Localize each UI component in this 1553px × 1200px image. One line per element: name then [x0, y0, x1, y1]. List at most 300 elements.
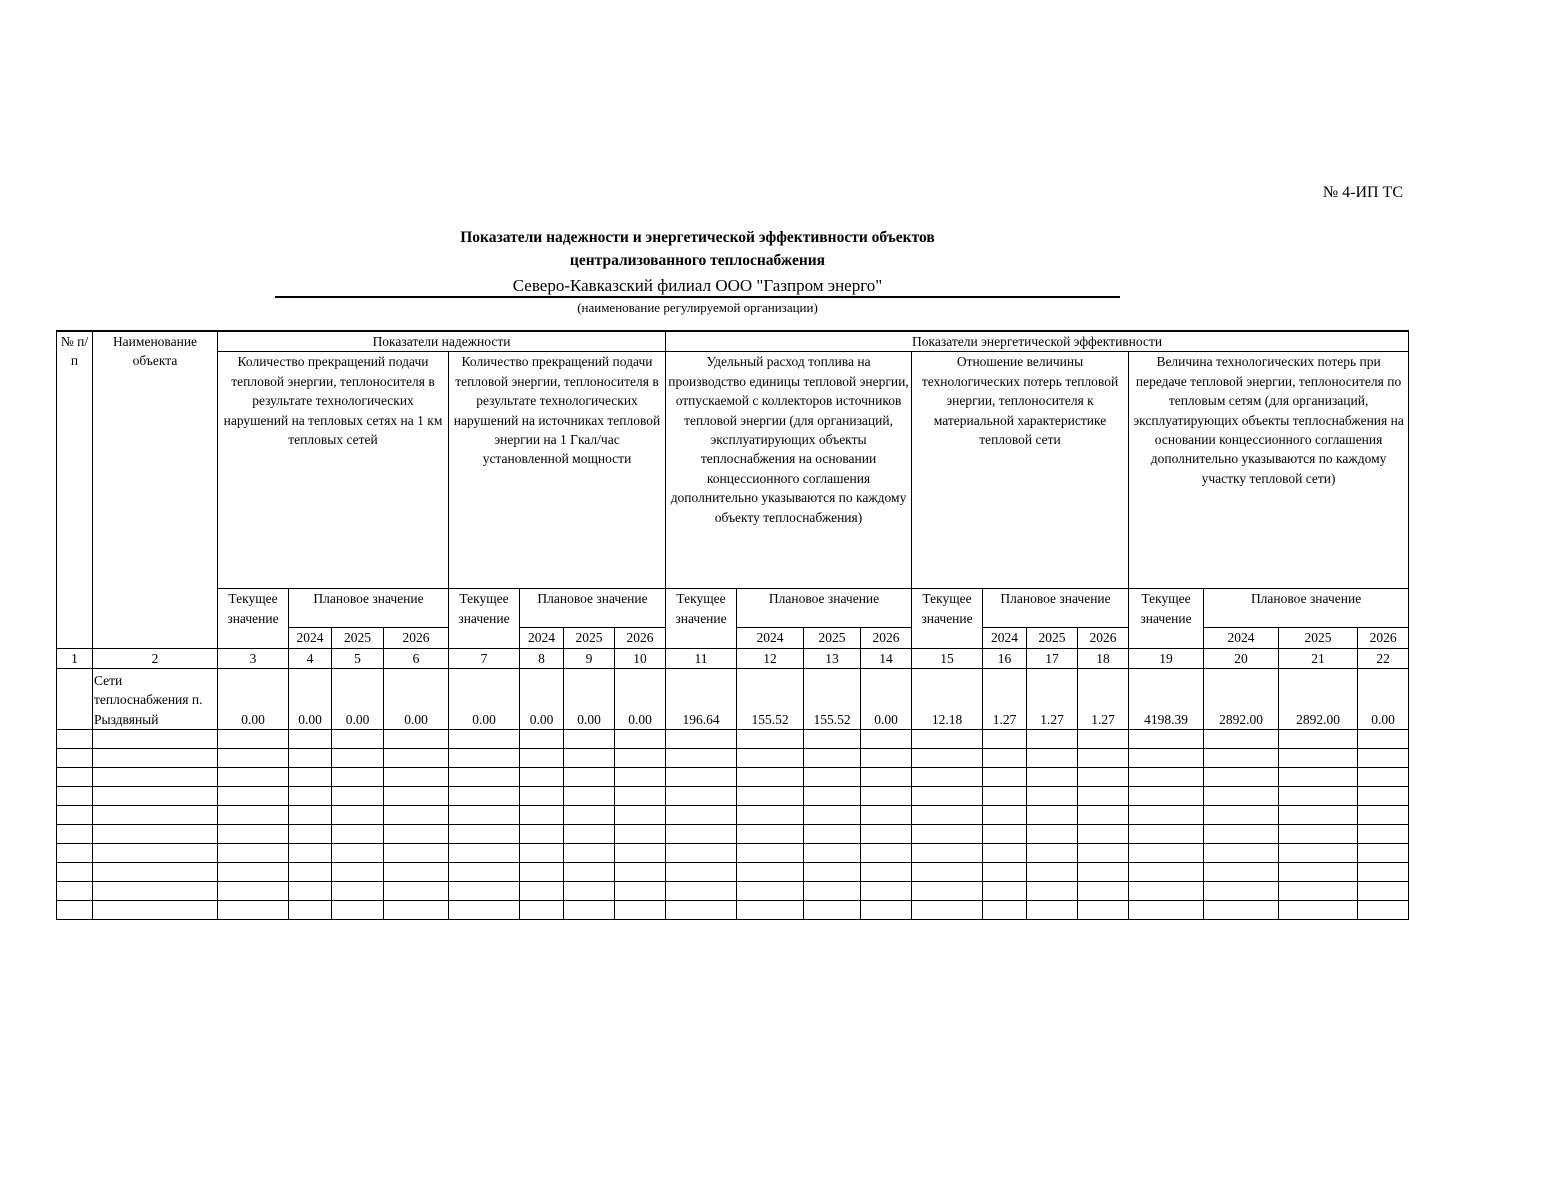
empty-table-row — [57, 901, 1409, 920]
empty-cell — [332, 844, 384, 863]
header-year: 2024 — [289, 628, 332, 648]
header-planned-value: Плановое значение — [983, 589, 1129, 628]
empty-cell — [666, 806, 737, 825]
empty-cell — [1279, 844, 1358, 863]
empty-cell — [1078, 749, 1129, 768]
empty-cell — [564, 749, 615, 768]
empty-cell — [289, 882, 332, 901]
header-year: 2026 — [861, 628, 912, 648]
column-number: 21 — [1279, 648, 1358, 668]
empty-cell — [804, 806, 861, 825]
empty-cell — [1204, 749, 1279, 768]
empty-cell — [1078, 863, 1129, 882]
empty-cell — [289, 844, 332, 863]
empty-cell — [737, 806, 804, 825]
empty-cell — [1027, 768, 1078, 787]
empty-cell — [57, 749, 93, 768]
empty-cell — [384, 844, 449, 863]
empty-cell — [332, 806, 384, 825]
empty-table-row — [57, 730, 1409, 749]
empty-cell — [666, 768, 737, 787]
empty-cell — [1027, 901, 1078, 920]
empty-cell — [983, 730, 1027, 749]
column-number: 1 — [57, 648, 93, 668]
empty-cell — [1204, 901, 1279, 920]
empty-cell — [1279, 768, 1358, 787]
column-number: 16 — [983, 648, 1027, 668]
empty-cell — [1078, 825, 1129, 844]
header-current-value: Текущее значение — [218, 589, 289, 648]
empty-cell — [564, 806, 615, 825]
empty-cell — [615, 901, 666, 920]
empty-cell — [983, 768, 1027, 787]
empty-cell — [1078, 787, 1129, 806]
empty-cell — [737, 825, 804, 844]
indicator-loss-ratio: Отношение величины технологических потерь тепловой энергии, теплоносителя к материальной характеристике тепловой сети — [912, 352, 1129, 589]
empty-cell — [737, 882, 804, 901]
empty-cell — [983, 749, 1027, 768]
empty-cell — [1204, 730, 1279, 749]
empty-cell — [666, 863, 737, 882]
value-cell: 0.00 — [218, 669, 289, 730]
column-number: 7 — [449, 648, 520, 668]
empty-cell — [615, 768, 666, 787]
empty-cell — [57, 787, 93, 806]
header-efficiency-group: Показатели энергетической эффективности — [666, 331, 1409, 352]
empty-cell — [1027, 806, 1078, 825]
table-row — [57, 669, 1409, 730]
empty-cell — [384, 825, 449, 844]
empty-table-row — [57, 882, 1409, 901]
empty-cell — [737, 768, 804, 787]
column-number: 22 — [1358, 648, 1409, 668]
empty-cell — [615, 844, 666, 863]
form-number: № 4-ИП ТС — [1322, 184, 1403, 201]
empty-cell — [1027, 825, 1078, 844]
empty-cell — [57, 768, 93, 787]
empty-cell — [666, 749, 737, 768]
empty-table-row — [57, 749, 1409, 768]
empty-cell — [737, 863, 804, 882]
empty-cell — [93, 806, 218, 825]
empty-cell — [861, 863, 912, 882]
empty-cell — [1129, 863, 1204, 882]
empty-cell — [912, 787, 983, 806]
empty-cell — [57, 730, 93, 749]
header-reliability-group: Показатели надежности — [218, 331, 666, 352]
column-number: 19 — [1129, 648, 1204, 668]
empty-cell — [983, 806, 1027, 825]
header-current-value: Текущее значение — [912, 589, 983, 648]
empty-cell — [449, 825, 520, 844]
empty-cell — [218, 863, 289, 882]
empty-cell — [564, 882, 615, 901]
empty-cell — [804, 901, 861, 920]
empty-cell — [218, 730, 289, 749]
empty-cell — [737, 844, 804, 863]
empty-cell — [449, 844, 520, 863]
empty-cell — [218, 806, 289, 825]
empty-cell — [1078, 730, 1129, 749]
empty-cell — [520, 863, 564, 882]
empty-cell — [1279, 863, 1358, 882]
value-cell: 0.00 — [449, 669, 520, 730]
column-number: 12 — [737, 648, 804, 668]
empty-table-row — [57, 863, 1409, 882]
empty-cell — [57, 901, 93, 920]
empty-cell — [564, 768, 615, 787]
empty-cell — [1129, 787, 1204, 806]
header-year: 2026 — [384, 628, 449, 648]
empty-cell — [615, 806, 666, 825]
empty-cell — [289, 806, 332, 825]
empty-cell — [218, 825, 289, 844]
empty-cell — [520, 901, 564, 920]
column-number: 3 — [218, 648, 289, 668]
empty-cell — [1027, 882, 1078, 901]
empty-cell — [666, 882, 737, 901]
empty-cell — [666, 901, 737, 920]
empty-cell — [1078, 768, 1129, 787]
empty-cell — [804, 787, 861, 806]
empty-cell — [804, 825, 861, 844]
empty-cell — [564, 787, 615, 806]
empty-cell — [289, 768, 332, 787]
empty-cell — [384, 863, 449, 882]
header-no: № п/п — [57, 331, 93, 648]
indicator-fuel-consumption: Удельный расход топлива на производство единицы тепловой энергии, отпускаемой с коллекторов источников тепловой энергии (для организаций, эксплуатирующих объекты теплоснабжения на основании концессионного соглашения дополнительно указываются по каждому объекту теплоснабжения) — [666, 352, 912, 589]
empty-cell — [1129, 825, 1204, 844]
empty-cell — [520, 825, 564, 844]
empty-cell — [861, 882, 912, 901]
empty-cell — [449, 882, 520, 901]
empty-cell — [912, 882, 983, 901]
empty-table-row — [57, 825, 1409, 844]
empty-cell — [384, 806, 449, 825]
empty-cell — [615, 863, 666, 882]
column-number: 2 — [93, 648, 218, 668]
empty-cell — [1027, 787, 1078, 806]
empty-cell — [1279, 749, 1358, 768]
empty-cell — [289, 749, 332, 768]
empty-cell — [93, 749, 218, 768]
header-current-value: Текущее значение — [449, 589, 520, 648]
empty-cell — [332, 825, 384, 844]
empty-cell — [1279, 901, 1358, 920]
title-line-2: централизованного теплоснабжения — [569, 252, 826, 269]
empty-cell — [520, 749, 564, 768]
empty-cell — [737, 749, 804, 768]
empty-cell — [520, 806, 564, 825]
empty-cell — [1078, 901, 1129, 920]
column-number: 8 — [520, 648, 564, 668]
empty-cell — [1129, 730, 1204, 749]
empty-cell — [666, 787, 737, 806]
empty-cell — [1358, 863, 1409, 882]
header-year: 2024 — [983, 628, 1027, 648]
header-current-value: Текущее значение — [666, 589, 737, 648]
empty-cell — [93, 863, 218, 882]
header-year: 2025 — [804, 628, 861, 648]
empty-cell — [449, 901, 520, 920]
empty-cell — [1204, 787, 1279, 806]
empty-cell — [449, 749, 520, 768]
header-planned-value: Плановое значение — [737, 589, 912, 628]
value-cell: 0.00 — [332, 669, 384, 730]
empty-cell — [1129, 768, 1204, 787]
document-title — [275, 226, 1120, 272]
empty-cell — [666, 825, 737, 844]
empty-cell — [520, 844, 564, 863]
value-cell: 196.64 — [666, 669, 737, 730]
empty-cell — [1358, 825, 1409, 844]
empty-cell — [983, 787, 1027, 806]
empty-cell — [384, 901, 449, 920]
empty-cell — [93, 730, 218, 749]
empty-cell — [384, 749, 449, 768]
empty-cell — [218, 787, 289, 806]
empty-cell — [332, 863, 384, 882]
indicator-outages-sources: Количество прекращений подачи тепловой энергии, теплоносителя в результате технологических нарушений на источниках тепловой энергии на 1 Гкал/час установленной мощности — [449, 352, 666, 589]
empty-cell — [520, 787, 564, 806]
empty-cell — [737, 730, 804, 749]
empty-cell — [1204, 825, 1279, 844]
empty-cell — [1027, 863, 1078, 882]
empty-cell — [1204, 844, 1279, 863]
empty-cell — [1358, 844, 1409, 863]
header-planned-value: Плановое значение — [289, 589, 449, 628]
empty-cell — [1078, 844, 1129, 863]
row-number — [57, 669, 93, 730]
empty-cell — [912, 730, 983, 749]
empty-cell — [615, 730, 666, 749]
empty-cell — [861, 730, 912, 749]
empty-cell — [804, 882, 861, 901]
indicator-technological-losses: Величина технологических потерь при передаче тепловой энергии, теплоносителя по тепловым сетям (для организаций, эксплуатирующих объекты теплоснабжения на основании концессионного соглашения дополнительно указываются по каждому участку тепловой сети) — [1129, 352, 1409, 589]
empty-cell — [564, 901, 615, 920]
empty-cell — [912, 768, 983, 787]
value-cell: 0.00 — [615, 669, 666, 730]
empty-cell — [1027, 844, 1078, 863]
value-cell: 155.52 — [804, 669, 861, 730]
empty-cell — [384, 730, 449, 749]
column-number: 17 — [1027, 648, 1078, 668]
empty-cell — [384, 882, 449, 901]
empty-cell — [289, 901, 332, 920]
column-number: 13 — [804, 648, 861, 668]
empty-cell — [1129, 749, 1204, 768]
empty-table-row — [57, 844, 1409, 863]
column-number: 9 — [564, 648, 615, 668]
empty-cell — [1027, 730, 1078, 749]
header-current-value: Текущее значение — [1129, 589, 1204, 648]
header-year: 2024 — [1204, 628, 1279, 648]
empty-cell — [332, 787, 384, 806]
column-number: 10 — [615, 648, 666, 668]
empty-cell — [861, 768, 912, 787]
empty-cell — [912, 825, 983, 844]
column-number: 4 — [289, 648, 332, 668]
value-cell: 0.00 — [520, 669, 564, 730]
header-year: 2025 — [564, 628, 615, 648]
object-name: Сети теплоснабжения п. Рыздвяный — [93, 669, 218, 730]
empty-cell — [861, 749, 912, 768]
empty-cell — [449, 787, 520, 806]
empty-cell — [1358, 730, 1409, 749]
organization-name: Северо-Кавказский филиал ООО "Газпром энерго" — [275, 275, 1120, 298]
empty-cell — [1204, 806, 1279, 825]
empty-cell — [912, 844, 983, 863]
header-year: 2024 — [737, 628, 804, 648]
empty-cell — [912, 806, 983, 825]
column-number: 14 — [861, 648, 912, 668]
empty-cell — [289, 825, 332, 844]
empty-cell — [289, 863, 332, 882]
empty-cell — [564, 730, 615, 749]
empty-cell — [804, 768, 861, 787]
empty-cell — [520, 768, 564, 787]
header-year: 2026 — [1358, 628, 1409, 648]
header-planned-value: Плановое значение — [1204, 589, 1409, 628]
header-object-name: Наименование объекта — [93, 331, 218, 648]
column-number: 11 — [666, 648, 737, 668]
value-cell: 1.27 — [983, 669, 1027, 730]
empty-cell — [983, 863, 1027, 882]
empty-cell — [520, 882, 564, 901]
empty-cell — [449, 768, 520, 787]
value-cell: 0.00 — [384, 669, 449, 730]
empty-table-row — [57, 806, 1409, 825]
empty-cell — [449, 863, 520, 882]
empty-cell — [57, 863, 93, 882]
empty-cell — [57, 806, 93, 825]
empty-cell — [983, 825, 1027, 844]
empty-cell — [1279, 825, 1358, 844]
indicators-table — [56, 330, 1409, 920]
empty-cell — [1358, 806, 1409, 825]
empty-cell — [983, 901, 1027, 920]
empty-cell — [737, 787, 804, 806]
header-planned-value: Плановое значение — [520, 589, 666, 628]
empty-cell — [1279, 806, 1358, 825]
empty-cell — [93, 768, 218, 787]
value-cell: 2892.00 — [1279, 669, 1358, 730]
empty-cell — [615, 825, 666, 844]
value-cell: 1.27 — [1027, 669, 1078, 730]
column-number: 20 — [1204, 648, 1279, 668]
empty-cell — [449, 730, 520, 749]
empty-cell — [804, 844, 861, 863]
header-year: 2025 — [1027, 628, 1078, 648]
empty-cell — [1358, 787, 1409, 806]
empty-cell — [57, 882, 93, 901]
empty-cell — [804, 863, 861, 882]
empty-cell — [1204, 768, 1279, 787]
header-year: 2026 — [615, 628, 666, 648]
empty-cell — [615, 749, 666, 768]
empty-cell — [57, 844, 93, 863]
empty-cell — [737, 901, 804, 920]
empty-cell — [666, 730, 737, 749]
empty-cell — [289, 787, 332, 806]
empty-cell — [384, 768, 449, 787]
empty-cell — [1204, 882, 1279, 901]
empty-cell — [332, 768, 384, 787]
empty-cell — [804, 749, 861, 768]
empty-cell — [218, 844, 289, 863]
value-cell: 1.27 — [1078, 669, 1129, 730]
empty-cell — [218, 901, 289, 920]
value-cell: 0.00 — [564, 669, 615, 730]
value-cell: 0.00 — [1358, 669, 1409, 730]
empty-cell — [615, 882, 666, 901]
empty-cell — [1129, 806, 1204, 825]
empty-table-row — [57, 787, 1409, 806]
empty-cell — [93, 787, 218, 806]
column-number: 18 — [1078, 648, 1129, 668]
column-number: 15 — [912, 648, 983, 668]
empty-cell — [861, 787, 912, 806]
header-year: 2025 — [332, 628, 384, 648]
empty-cell — [218, 882, 289, 901]
empty-cell — [1279, 730, 1358, 749]
title-line-1: Показатели надежности и энергетической эффективности объектов — [460, 229, 935, 246]
empty-cell — [912, 863, 983, 882]
empty-cell — [564, 863, 615, 882]
empty-cell — [289, 730, 332, 749]
empty-cell — [861, 825, 912, 844]
column-number: 6 — [384, 648, 449, 668]
empty-cell — [615, 787, 666, 806]
empty-cell — [861, 844, 912, 863]
value-cell: 2892.00 — [1204, 669, 1279, 730]
value-cell: 0.00 — [289, 669, 332, 730]
column-number: 5 — [332, 648, 384, 668]
empty-cell — [520, 730, 564, 749]
empty-cell — [1279, 787, 1358, 806]
empty-cell — [384, 787, 449, 806]
empty-cell — [564, 825, 615, 844]
indicator-outages-networks: Количество прекращений подачи тепловой энергии, теплоносителя в результате технологических нарушений на тепловых сетях на 1 км тепловых сетей — [218, 352, 449, 589]
empty-table-row — [57, 768, 1409, 787]
header-year: 2024 — [520, 628, 564, 648]
empty-cell — [1204, 863, 1279, 882]
empty-cell — [57, 825, 93, 844]
empty-cell — [93, 844, 218, 863]
empty-cell — [332, 882, 384, 901]
empty-cell — [93, 901, 218, 920]
empty-cell — [332, 749, 384, 768]
empty-cell — [983, 882, 1027, 901]
empty-cell — [1078, 806, 1129, 825]
empty-cell — [218, 749, 289, 768]
empty-cell — [1358, 768, 1409, 787]
empty-cell — [449, 806, 520, 825]
empty-cell — [1358, 901, 1409, 920]
empty-cell — [912, 749, 983, 768]
empty-cell — [1027, 749, 1078, 768]
empty-cell — [983, 844, 1027, 863]
empty-cell — [861, 901, 912, 920]
empty-cell — [332, 901, 384, 920]
empty-cell — [93, 882, 218, 901]
empty-cell — [332, 730, 384, 749]
empty-cell — [1358, 882, 1409, 901]
header-year: 2026 — [1078, 628, 1129, 648]
value-cell: 4198.39 — [1129, 669, 1204, 730]
empty-cell — [804, 730, 861, 749]
value-cell: 0.00 — [861, 669, 912, 730]
